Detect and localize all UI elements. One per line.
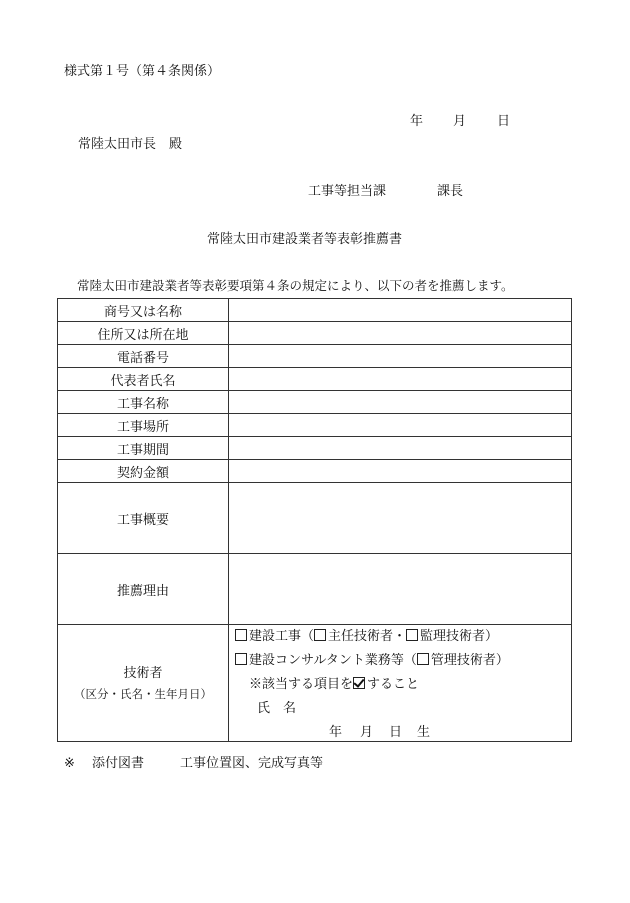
row-label-company-name: 商号又は名称	[58, 299, 229, 322]
birth-month-label: 月	[360, 725, 374, 740]
row-label-phone: 電話番号	[58, 345, 229, 368]
attachments-mark: ※	[64, 756, 75, 771]
field-work-summary[interactable]	[229, 483, 572, 554]
table-row	[58, 460, 572, 483]
attachments-items: 工事位置図、完成写真等	[180, 756, 324, 771]
engineer-category-construction: 建設工事（ 主任技術者・ 監理技術者）	[235, 629, 498, 645]
checked-box-icon	[353, 677, 365, 689]
field-recommendation-reason[interactable]	[229, 554, 572, 625]
date-year-label: 年	[410, 114, 424, 129]
table-row	[58, 554, 572, 625]
date-month-label: 月	[453, 114, 467, 129]
birth-day-label: 日	[389, 725, 403, 740]
engineer-category-consultant: 建設コンサルタント業務等（ 管理技術者）	[235, 653, 509, 669]
table-row	[58, 345, 572, 368]
table-row	[58, 299, 572, 322]
field-engineer	[229, 625, 572, 742]
field-phone[interactable]	[229, 345, 572, 368]
engineer-label: 技術者	[123, 666, 163, 681]
checkbox-chief-engineer[interactable]	[314, 629, 326, 641]
birth-year-label: 年	[329, 725, 343, 740]
field-contract-amount[interactable]	[229, 460, 572, 483]
table-row	[58, 414, 572, 437]
table-row	[58, 391, 572, 414]
field-company-name[interactable]	[229, 299, 572, 322]
document-title: 常陸太田市建設業者等表彰推薦書	[207, 232, 403, 247]
attachments-label: 添付図書	[92, 756, 145, 771]
engineer-sublabel: （区分・氏名・生年月日）	[74, 687, 212, 701]
table-row	[58, 322, 572, 345]
row-label-engineer	[58, 625, 229, 742]
checkbox-construction-work[interactable]	[235, 629, 247, 641]
table-row	[58, 437, 572, 460]
field-work-name[interactable]	[229, 391, 572, 414]
field-work-location[interactable]	[229, 414, 572, 437]
checkbox-consultant-work[interactable]	[235, 653, 247, 665]
table-row	[58, 483, 572, 554]
table-row	[58, 368, 572, 391]
row-label-work-period: 工事期間	[58, 437, 229, 460]
form-number: 様式第１号（第４条関係）	[64, 64, 221, 79]
row-label-contract-amount: 契約金額	[58, 460, 229, 483]
checkbox-supervising-engineer[interactable]	[406, 629, 418, 641]
field-representative[interactable]	[229, 368, 572, 391]
row-label-work-name: 工事名称	[58, 391, 229, 414]
row-label-address: 住所又は所在地	[58, 322, 229, 345]
row-label-work-summary: 工事概要	[58, 483, 229, 554]
birth-suffix-label: 生	[417, 725, 431, 740]
engineer-name-label: 氏 名	[257, 701, 297, 716]
field-work-period[interactable]	[229, 437, 572, 460]
row-label-representative: 代表者氏名	[58, 368, 229, 391]
recommendation-form-table	[57, 298, 572, 742]
intro-text: 常陸太田市建設業者等表彰要項第４条の規定により、以下の者を推薦します。	[77, 278, 514, 293]
row-label-recommendation-reason: 推薦理由	[58, 554, 229, 625]
row-label-work-location: 工事場所	[58, 414, 229, 437]
check-instruction-note: ※該当する項目を すること	[249, 677, 420, 692]
checkbox-managing-engineer[interactable]	[417, 653, 429, 665]
table-row	[58, 625, 572, 742]
sender-department: 工事等担当課	[308, 184, 387, 199]
addressee: 常陸太田市長 殿	[78, 137, 183, 152]
date-day-label: 日	[497, 114, 511, 129]
sender-title: 課長	[437, 184, 464, 199]
field-address[interactable]	[229, 322, 572, 345]
